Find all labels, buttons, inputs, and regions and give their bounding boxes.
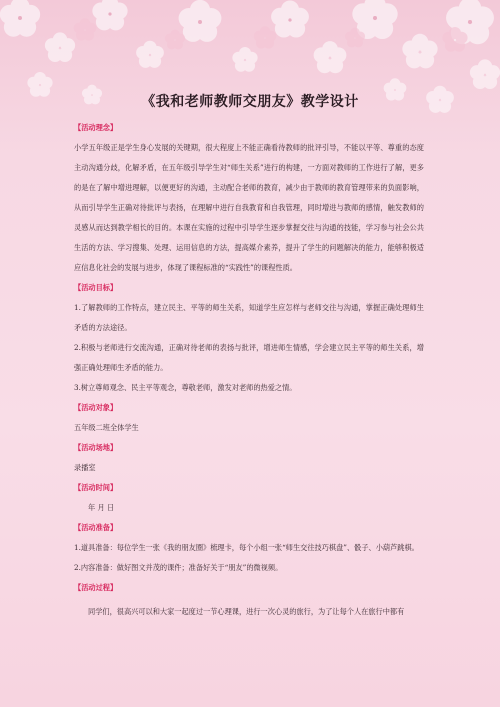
section-process xyxy=(74,578,424,622)
heading-concept: 【活动理念】 xyxy=(74,123,118,132)
heading-target: 【活动对象】 xyxy=(74,403,118,412)
section-time xyxy=(74,478,424,518)
time-text: 年 月 日 xyxy=(88,503,115,512)
heading-time: 【活动时间】 xyxy=(74,483,118,492)
target-text: 五年级二班全体学生 xyxy=(74,423,139,432)
section-goals xyxy=(74,278,424,398)
section-target xyxy=(74,398,424,438)
heading-prep: 【活动准备】 xyxy=(74,523,118,532)
prep-item: 1.道具准备：每位学生一张《我的朋友圈》梳理卡，每个小组一张“师生交往技巧棋盘”、骰子、小葫芦跳棋。 xyxy=(74,543,419,552)
prep-item: 2.内容准备：做好图文并茂的课件；准备好关于“朋友”的微视频。 xyxy=(74,563,283,572)
document-title: 《我和老师教师交朋友》教学设计 xyxy=(141,94,359,110)
section-place xyxy=(74,438,424,478)
heading-goals: 【活动目标】 xyxy=(74,283,118,292)
goal-item: 3.树立尊师观念、民主平等观念，尊敬老师，激发对老师的热爱之情。 xyxy=(74,383,297,392)
goal-item: 2.积极与老师进行交流沟通，正确对待老师的表扬与批评，增进师生情感，学会建立民主平等的师生关系，增强正确处理师生矛盾的能力。 xyxy=(74,343,424,372)
place-text: 录播室 xyxy=(74,463,96,472)
document-body xyxy=(74,118,424,622)
section-concept xyxy=(74,118,424,278)
heading-place: 【活动场地】 xyxy=(74,443,118,452)
process-text: 同学们，很高兴可以和大家一起度过一节心理课，进行一次心灵的旅行，为了让每个人在旅行中都有 xyxy=(88,607,405,616)
goal-item: 1.了解教师的工作特点，建立民主、平等的师生关系，知道学生应怎样与老师交往与沟通，掌握正确处理师生矛盾的方法途径。 xyxy=(74,303,424,332)
section-prep xyxy=(74,518,424,578)
concept-text: 小学五年级正是学生身心发展的关键期，很大程度上不能正确看待教师的批评引导，不能以平等、尊重的态度主动沟通分歧，化解矛盾，在五年级引导学生对“师生关系”进行的构建，一方面对教师的工作进行了解，更多的是在了解中增进理解，以便更好的沟通，主动配合老师的教育，减少由于教师的教育管理带来的负面影响，从而引导学生正确对待批评与表扬，在理解中进行自我教育和自我管理，同时增进与教师的感情，触发教师的灵感从而达到教学相长的目的。本课在实施的过程中引导学生逐步掌握交往与沟通的技能，学习参与社会公共生活的方法、学习搜集、处理、运用信息的方法，提高媒介素养，提升了学生的问题解决的能力，能够积极适应信息化社会的发展与进步，体现了课程标准的“实践性”的课程性质。 xyxy=(74,143,424,272)
heading-process: 【活动过程】 xyxy=(74,583,118,592)
